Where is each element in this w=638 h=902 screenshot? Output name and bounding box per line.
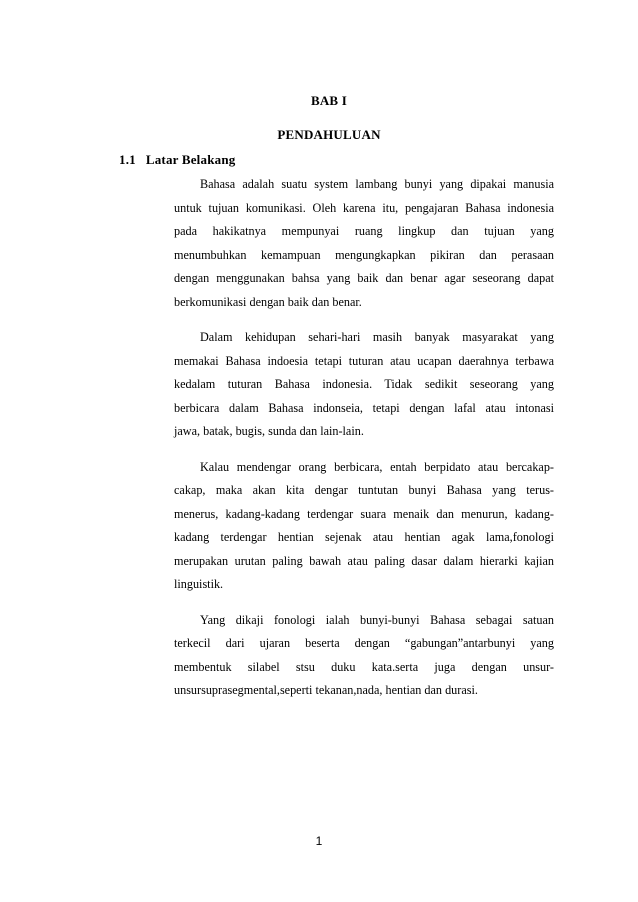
section-number: 1.1 <box>119 152 136 167</box>
paragraph-line: cakap, maka akan kita dengar tuntutan bunyi Bahasa yang terus- <box>174 483 554 497</box>
paragraph-line: terkecil dari ujaran beserta dengan “gabungan”antarbunyi yang <box>174 636 554 650</box>
paragraph-line: Kalau mendengar orang berbicara, entah berpidato atau bercakap- <box>200 459 554 474</box>
page-number: 1 <box>315 834 323 848</box>
chapter-title: PENDAHULUAN <box>277 127 381 142</box>
paragraph-line: merupakan urutan paling bawah atau paling dasar dalam hierarki kajian <box>174 553 554 568</box>
body-text <box>174 173 554 715</box>
paragraph-line: kedalam tuturan Bahasa indonesia. Tidak sedikit seseorang yang <box>174 377 554 391</box>
paragraph-line: berbicara dalam Bahasa indonseia, tetapi dengan lafal atau intonasi <box>174 400 554 415</box>
paragraph-line: Yang dikaji fonologi ialah bunyi-bunyi Bahasa sebagai satuan <box>200 612 554 627</box>
paragraph-line: Dalam kehidupan sehari-hari masih banyak masyarakat yang <box>200 330 554 344</box>
paragraph-line: unsursuprasegmental,seperti tekanan,nada, hentian dan durasi. <box>174 683 478 697</box>
chapter-number: BAB I <box>310 93 348 108</box>
paragraph-line: kadang terdengar hentian sejenak atau hentian agak lama,fonologi <box>174 530 554 544</box>
paragraph-line: jawa, batak, bugis, sunda dan lain-lain. <box>174 424 364 438</box>
paragraph-line: untuk tujuan komunikasi. Oleh karena itu, pengajaran Bahasa indonesia <box>174 200 554 215</box>
paragraph-line: menerus, kadang-kadang terdengar suara menaik dan menurun, kadang- <box>174 506 554 521</box>
paragraph-2 <box>174 326 554 444</box>
paragraph-line: dengan menggunakan bahsa yang baik dan benar agar seseorang dapat <box>174 271 554 285</box>
paragraph-1 <box>174 173 554 314</box>
paragraph-line: memakai Bahasa indoesia tetapi tuturan atau ucapan daerahnya terbawa <box>174 353 554 368</box>
paragraph-line: membentuk silabel stsu duku kata.serta juga dengan unsur- <box>174 659 554 674</box>
section-title: Latar Belakang <box>145 152 236 167</box>
paragraph-line: linguistik. <box>174 577 224 591</box>
paragraph-line: pada hakikatnya mempunyai ruang lingkup dan tujuan yang <box>174 224 554 238</box>
paragraph-line: berkomunikasi dengan baik dan benar. <box>174 294 362 309</box>
paragraph-3 <box>174 456 554 597</box>
paragraph-line: menumbuhkan kemampuan mengungkapkan pikiran dan perasaan <box>174 247 554 262</box>
section-heading <box>119 152 235 168</box>
paragraph-line: Bahasa adalah suatu system lambang bunyi yang dipakai manusia <box>200 177 554 191</box>
paragraph-4 <box>174 609 554 703</box>
